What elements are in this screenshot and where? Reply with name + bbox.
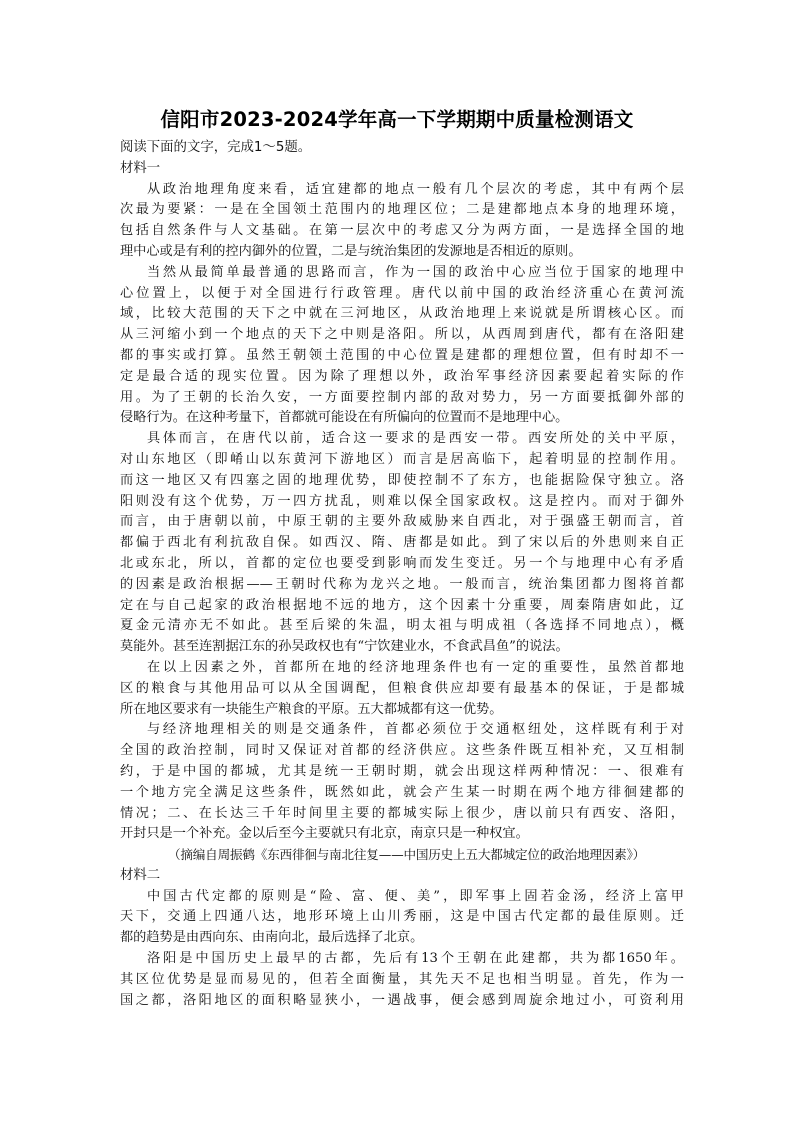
paragraph-line: 情况；二、在长达三千年时间里主要的都城实际上很少，唐以前只有西安、洛阳，	[120, 805, 684, 821]
paragraph-line: 定是最合适的现实位置。因为除了理想以外，政治军事经济因素要起着实际的作	[120, 368, 684, 384]
paragraph-line: 与经济地理相关的则是交通条件，首都必须位于交通枢纽处，这样既有利于对	[147, 722, 684, 738]
paragraph-line: 夏金元清亦无不如此。甚至后梁的朱温，明太祖与明成祖（各选择不同地点），概	[120, 618, 684, 634]
paragraph-line: 在以上因素之外，首都所在地的经济地理条件也有一定的重要性，虽然首都地	[147, 659, 684, 675]
document-title: 信阳市2023-2024学年高一下学期期中质量检测语文	[160, 108, 634, 131]
paragraph-line: 约，于是中国的都城，尤其是统一王朝时期，就会出现这样两种情况：一、很难有	[120, 763, 684, 779]
paragraph-line: 中国古代定都的原则是“险、富、便、美”，即军事上固若金汤，经济上富甲	[147, 888, 684, 904]
paragraph-line: 而言，由于唐朝以前，中原王朝的主要外敌威胁来自西北，对于强盛王朝而言，首	[120, 514, 684, 530]
paragraph-line: 阳则没有这个优势，万一四方扰乱，则难以保全国家政权。这是控内。而对于御外	[120, 493, 684, 509]
paragraph-line: 对山东地区（即崤山以东黄河下游地区）而言是居高临下，起着明显的控制作用。	[120, 451, 684, 467]
paragraph-line: 其区位优势是显而易见的，但若全面衡量，其先天不足也相当明显。首先，作为一	[120, 971, 684, 987]
paragraph-line: 都偏于西北有利抗敌自保。如西汉、隋、唐都是如此。到了宋以后的外患则来自正	[120, 535, 684, 551]
paragraph-line: 都的事实或打算。虽然王朝领土范围的中心位置是建都的理想位置，但有时却不一	[120, 347, 684, 363]
paragraph-line: 从政治地理角度来看，适宜建都的地点一般有几个层次的考虑，其中有两个层	[147, 181, 684, 197]
paragraph-line: 心位置上，以便于对全国进行行政管理。唐代以前中国的政治经济重心在黄河流	[120, 285, 684, 301]
material-two-label: 材料二	[120, 867, 161, 883]
paragraph-line: 侵略行为。在这种考量下，首都就可能设在有所偏向的位置而不是地理中心。	[120, 410, 569, 426]
material-one-label: 材料一	[120, 160, 161, 176]
paragraph-line: 国之都，洛阳地区的面积略显狭小，一遇战事，便会感到周旋余地过小，可资利用	[120, 992, 684, 1008]
source-citation: （摘编自周振鹤《东西徘徊与南北往复——中国历史上五大都城定位的政治地理因素》）	[168, 847, 646, 863]
paragraph-line: 从三河缩小到一个地点的天下之中则是洛阳。所以，从西周到唐代，都有在洛阳建	[120, 327, 684, 343]
paragraph-line: 而这一地区又有四塞之固的地理优势，即使控制不了东方，也能据险保守独立。洛	[120, 472, 684, 488]
paragraph-line: 理中心或是有利的控内御外的位置，二是与统治集团的发源地是否相近的原则。	[120, 243, 582, 259]
paragraph-line: 天下，交通上四通八达，地形环境上山川秀丽，这是中国古代定都的最佳原则。迁	[120, 909, 684, 925]
paragraph-line: 莫能外。甚至连割据江东的孙吴政权也有“宁饮建业水，不食武昌鱼”的说法。	[120, 639, 569, 655]
paragraph-line: 的因素是政治根据——王朝时代称为龙兴之地。一般而言，统治集团都力图将首都	[120, 576, 684, 592]
paragraph-line: 域，比较大范围的天下之中就在三河地区，从政治地理上来说就是所谓核心区。而	[120, 306, 684, 322]
passage-body	[120, 138, 684, 1011]
paragraph-line: 包括自然条件与人文基础。在第一层次中的考虑又分为两方面，一是选择全国的地	[120, 223, 684, 239]
paragraph-line: 定在与自己起家的政治根据地不远的地方，这个因素十分重要，周秦隋唐如此，辽	[120, 597, 684, 613]
paragraph-line: 所在地区要求有一块能生产粮食的平原。五大都城都有这一优势。	[120, 701, 503, 717]
paragraph-line: 用。为了王朝的长治久安，一方面要控制内部的敌对势力，另一方面要抵御外部的	[120, 389, 684, 405]
instruction-line: 阅读下面的文字，完成1～5题。	[120, 140, 312, 155]
paragraph-line: 一个地方完全满足这些条件，既然如此，就会产生某一时期在两个地方徘徊建都的	[120, 784, 684, 800]
paragraph-line: 区的粮食与其他用品可以从全国调配，但粮食供应却要有最基本的保证，于是都城	[120, 680, 684, 696]
paragraph-line: 全国的政治控制，同时又保证对首都的经济供应。这些条件既互相补充，又互相制	[120, 743, 684, 759]
paragraph-line: 当然从最简单最普通的思路而言，作为一国的政治中心应当位于国家的地理中	[147, 264, 684, 280]
paragraph-line: 开封只是一个补充。金以后至今主要就只有北京，南京只是一种权宜。	[120, 826, 529, 842]
paragraph-line: 北或东北，所以，首都的定位也要受到影响而发生变迁。另一个与地理中心有矛盾	[120, 555, 684, 571]
paragraph-line: 都的趋势是由西向东、由南向北，最后选择了北京。	[120, 930, 424, 946]
paragraph-line: 具体而言，在唐代以前，适合这一要求的是西安一带。西安所处的关中平原，	[147, 431, 684, 447]
paragraph-line: 次最为要紧：一是在全国领土范围内的地理区位；二是建都地点本身的地理环境，	[120, 202, 684, 218]
paragraph-line: 洛阳是中国历史上最早的古都，先后有13个王朝在此建都，共为都1650年。	[147, 951, 684, 967]
